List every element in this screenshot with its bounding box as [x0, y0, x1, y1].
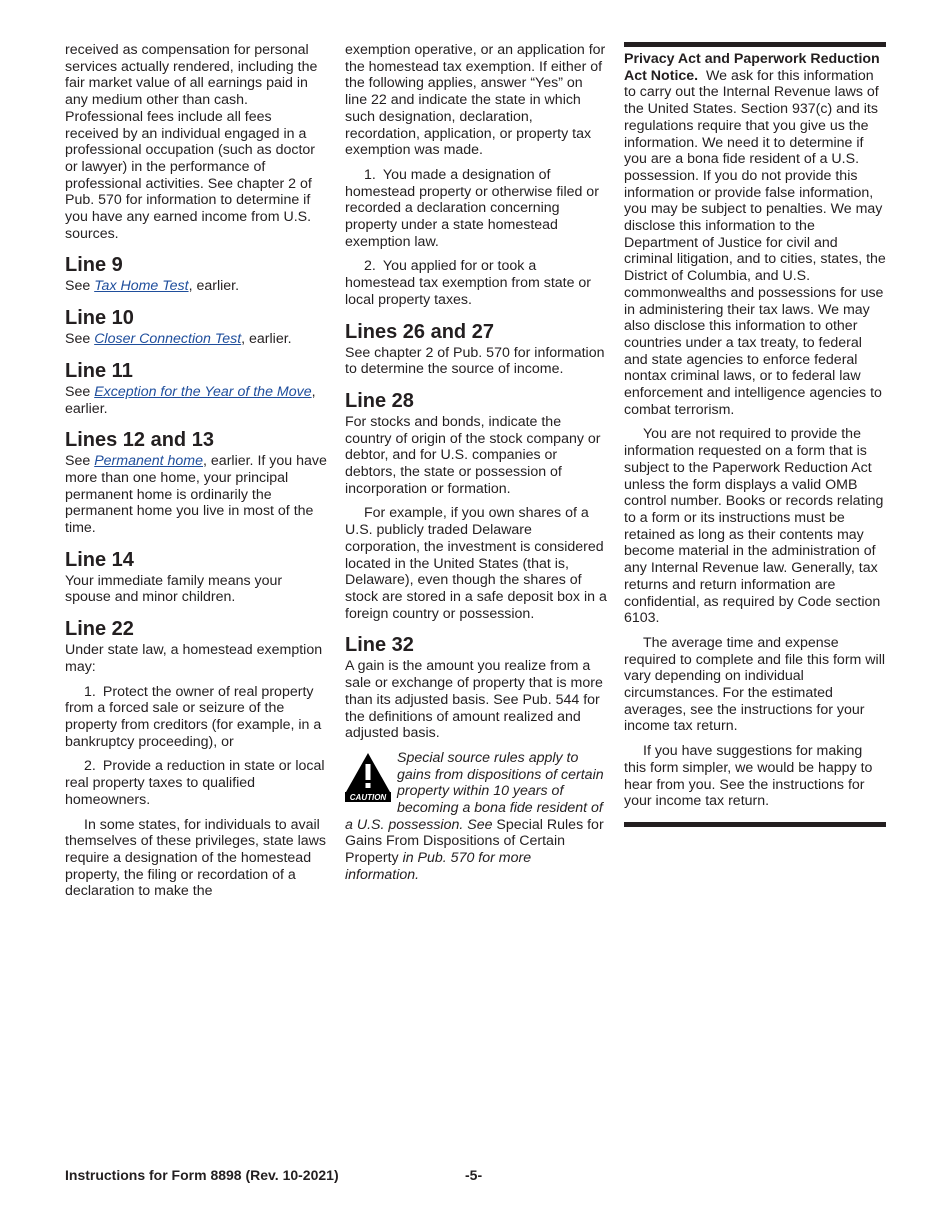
column-2: [345, 42, 607, 884]
line-22-item-2: 2. Provide a reduction in state or local real property taxes to qualified homeowners.: [65, 758, 325, 808]
privacy-bottom-rule: [624, 822, 886, 827]
homestead-item-2: 2. You applied for or took a homestead tax exemption from state or local property taxes.: [345, 258, 592, 308]
line-22-item-1: 1. Protect the owner of real property from a forced sale or seizure of the property from creditors (for example, in a bankruptcy proceeding), or: [65, 683, 322, 750]
privacy-heading: Privacy Act and Paperwork Reduction Act Notice.: [624, 51, 880, 84]
caution-text-3: in Pub. 570 for more information.: [345, 850, 532, 883]
heading-line-22: Line 22: [65, 618, 134, 641]
line-32-text: A gain is the amount you realize from a sale or exchange of property that is more than its adjusted basis. See Pub. 544 for the definitions of amount realized and adjusted basis.: [345, 658, 603, 742]
page-footer: [65, 1167, 885, 1183]
exception-year-of-move-link[interactable]: Exception for the Year of the Move: [94, 383, 312, 400]
heading-line-10: Line 10: [65, 307, 134, 330]
heading-line-9: Line 9: [65, 254, 123, 277]
homestead-item-1: 1. You made a designation of homestead property or otherwise filed or recorded a declaration concerning property under a state homestead exemption law.: [345, 166, 599, 250]
column-1: [65, 42, 327, 908]
heading-line-14: Line 14: [65, 548, 134, 571]
line-10-text: See Closer Connection Test, earlier.: [65, 331, 292, 348]
privacy-top-rule: [624, 42, 886, 418]
heading-line-11: Line 11: [65, 359, 133, 382]
lines-26-27-text: See chapter 2 of Pub. 570 for information to determine the source of income.: [345, 344, 605, 378]
caution-note: [345, 750, 607, 884]
lines-12-13-text: See Permanent home, earlier. If you have more than one home, your principal permanent home is ordinarily the permanent home you live in most of the time.: [65, 453, 327, 537]
caution-icon-label: CAUTION: [349, 792, 387, 802]
privacy-paragraph-2: You are not required to provide the information requested on a form that is subject to the Paperwork Reduction Act unless the form displays a valid OMB control number. Books or records relating to a form or its instructions must be retained as long as their contents may become material in the administration of any Internal Revenue law. Generally, tax returns and return information are confidential, as required by Code section 6103.: [624, 426, 884, 627]
page-number: -5-: [465, 1167, 483, 1183]
line-28-example: For example, if you own shares of a U.S. publicly traded Delaware corporation, the investment is considered located in the United States (that is, Delaware), even though the shares of stock are stored in a safe deposit box in a foreign country or possession.: [345, 505, 607, 622]
permanent-home-link[interactable]: Permanent home: [94, 453, 204, 470]
privacy-paragraph-3: The average time and expense required to complete and file this form will vary depending on individual circumstances. For the estimated averages, see the instructions for your income tax return.: [624, 634, 886, 735]
caution-text-1: Special source rules apply to gains from dispositions of certain property within 10 years of becoming a bona fide resident of a U.S. possession. See: [345, 749, 604, 833]
line-14-text: Your immediate family means your spouse and minor children.: [65, 572, 283, 606]
line-11-text: See Exception for the Year of the Move, earlier.: [65, 383, 316, 417]
line-22-paragraph-3: In some states, for individuals to avail themselves of these privileges, state laws require a designation of the homestead property, the filing or recordation of a declaration to make the: [65, 816, 327, 900]
heading-line-32: Line 32: [345, 634, 414, 657]
column-3: [624, 42, 886, 827]
footer-title: Instructions for Form 8898 (Rev. 10-2021): [65, 1167, 339, 1183]
heading-lines-26-27: Lines 26 and 27: [345, 320, 494, 343]
heading-line-28: Line 28: [345, 389, 414, 412]
intro-paragraph: received as compensation for personal services actually rendered, including the fair market value of all earnings paid in any medium other than cash. Professional fees include all fees received by an individual engaged in a professional occupation (such as doctor or lawyer) in the performance of professional activities. See chapter 2 of Pub. 570 for information to determine if you have any earned income from U.S. sources.: [65, 42, 318, 242]
line-9-text: See Tax Home Test, earlier.: [65, 278, 240, 295]
caution-icon: [345, 752, 391, 802]
line-22-continued: exemption operative, or an application for the homestead tax exemption. If either of the following applies, answer “Yes” on line 22 and indicate the state in which such designation, declaration, recordation, application, or property tax exemption was made.: [345, 42, 606, 159]
tax-home-test-link[interactable]: Tax Home Test: [94, 278, 189, 295]
line-22-text: Under state law, a homestead exemption may:: [65, 642, 323, 675]
privacy-paragraph-1: Privacy Act and Paperwork Reduction Act Notice. We ask for this information to carry out the Internal Revenue laws of the United States. Section 937(c) and its regulations require that you give us the information. We need it to determine if you are a bona fide resident of a U.S. possession. If you do not provide this information or provide false information, you may be subject to penalties. We may disclose this information to the Department of Justice for civil and criminal litigation, and to cities, states, the District of Columbia, and U.S. commonwealths and possessions for use in administering their tax laws. We may also disclose this information to other countries under a tax treaty, to federal and state agencies to enforce federal nontax criminal laws, or to federal law enforcement and intelligence agencies to combat terrorism.: [624, 51, 886, 418]
heading-lines-12-13: Lines 12 and 13: [65, 429, 214, 452]
line-28-text: For stocks and bonds, indicate the country of origin of the stock company or debtor, and for U.S. companies or debtors, the state or possession of incorporation or formation.: [345, 413, 601, 497]
privacy-paragraph-4: If you have suggestions for making this form simpler, we would be happy to hear from you. See the instructions for your income tax return.: [624, 743, 873, 810]
closer-connection-test-link[interactable]: Closer Connection Test: [94, 331, 242, 348]
caution-text-2: Special Rules for Gains From Dispositions of Certain Property: [345, 816, 604, 867]
